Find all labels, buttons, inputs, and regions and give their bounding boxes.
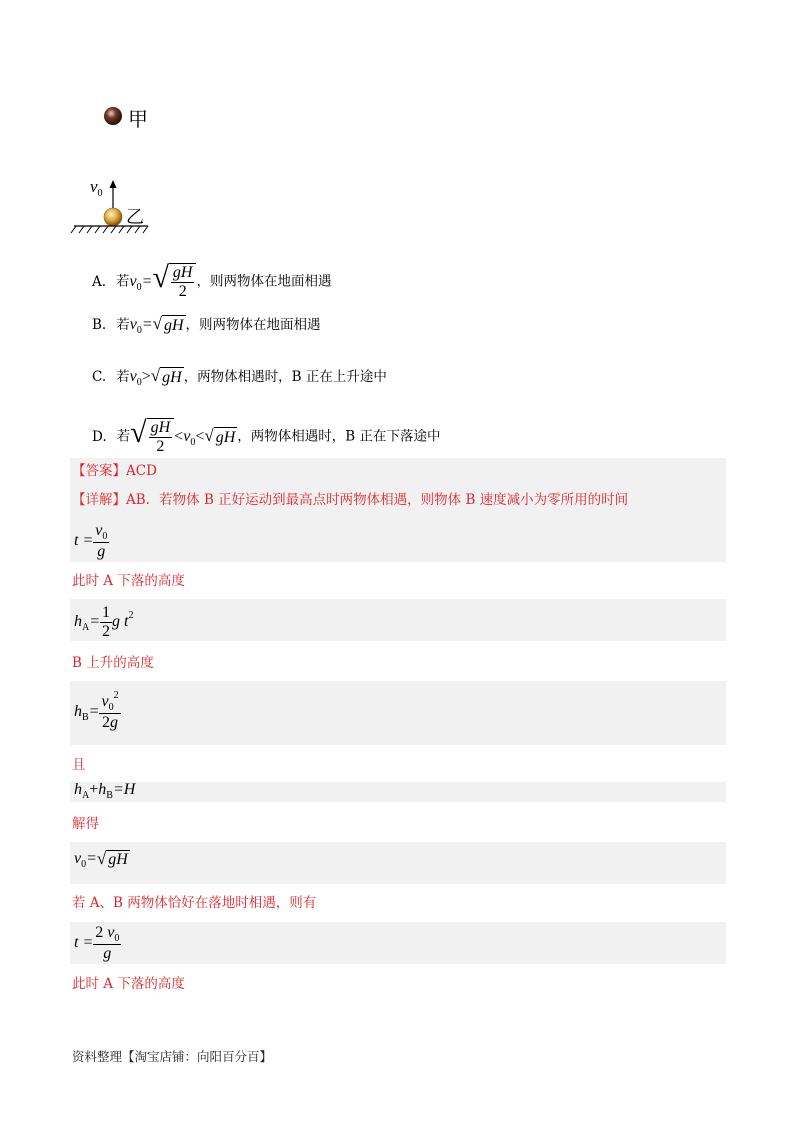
step-6: 此时 A 下落的高度 xyxy=(72,976,185,992)
ball-yi xyxy=(104,208,122,226)
option-a[interactable]: A. 若$v_0=$ √ $\frac{gH}{2}$ ，则两物体在地面相遇 xyxy=(92,261,332,300)
formula-band xyxy=(70,782,726,802)
footer-text: 资料整理【淘宝店铺：向阳百分百】 xyxy=(72,1049,273,1064)
step-5: 若 A、B 两物体恰好在落地时相遇，则有 xyxy=(72,895,317,911)
formula-band xyxy=(70,842,726,884)
formula-t: t = $\frac{v_0}{g}$ xyxy=(74,522,108,560)
step-4: 解得 xyxy=(72,816,99,832)
diagram-svg xyxy=(70,100,170,240)
ball-jia xyxy=(104,107,122,125)
option-b[interactable]: B. 若$v_0=$ √ gH ，则两物体在地面相遇 xyxy=(92,314,321,337)
velocity-label: $v_0$ xyxy=(90,177,103,199)
step-2: B 上升的高度 xyxy=(72,655,154,671)
math-expr: $v_0=$ √ gH xyxy=(129,314,184,337)
label-yi: 乙 xyxy=(126,207,144,228)
formula-band xyxy=(70,681,726,745)
option-d[interactable]: D. 若 √ $\frac{gH}{2}$ $<v_0<$ √ gH ，两物体相遇时，B 正在下落途中 xyxy=(92,416,441,455)
formula-t2: t = $\frac{2 v_0}{g}$ xyxy=(74,924,120,962)
formula-sum: $h_A+h_B=H$ xyxy=(74,781,136,801)
detail-line: 【详解】AB．若物体 B 正好运动到最高点时两物体相遇，则物体 B 速度减小为零所用的时间 xyxy=(72,492,629,508)
answer-band xyxy=(70,458,726,562)
physics-diagram xyxy=(70,100,170,240)
answer-line: 【答案】ACD xyxy=(72,463,157,479)
step-1: 此时 A 下落的高度 xyxy=(72,573,185,589)
math-expr: $v_0>$ √ gH xyxy=(129,366,182,389)
step-3: 且 xyxy=(72,757,86,773)
formula-ha: $h_A=$ $\frac{1}{2}$ g $t^2$ xyxy=(74,604,134,640)
formula-hb: $h_B=$ $\frac{v_0^2}{2g}$ xyxy=(74,690,119,731)
option-c[interactable]: C. 若$v_0>$ √ gH ，两物体相遇时，B 正在上升途中 xyxy=(92,366,387,389)
arrow-head-icon xyxy=(110,180,117,188)
math-expr: $v_0=$ √ $\frac{gH}{2}$ xyxy=(130,273,197,290)
formula-v0: $v_0=$ √ gH xyxy=(74,849,128,871)
math-expr: √ $\frac{gH}{2}$ $<v_0<$ √ gH xyxy=(130,416,236,455)
formula-band xyxy=(70,599,726,641)
formula-band xyxy=(70,922,726,964)
label-jia: 甲 xyxy=(128,107,148,131)
